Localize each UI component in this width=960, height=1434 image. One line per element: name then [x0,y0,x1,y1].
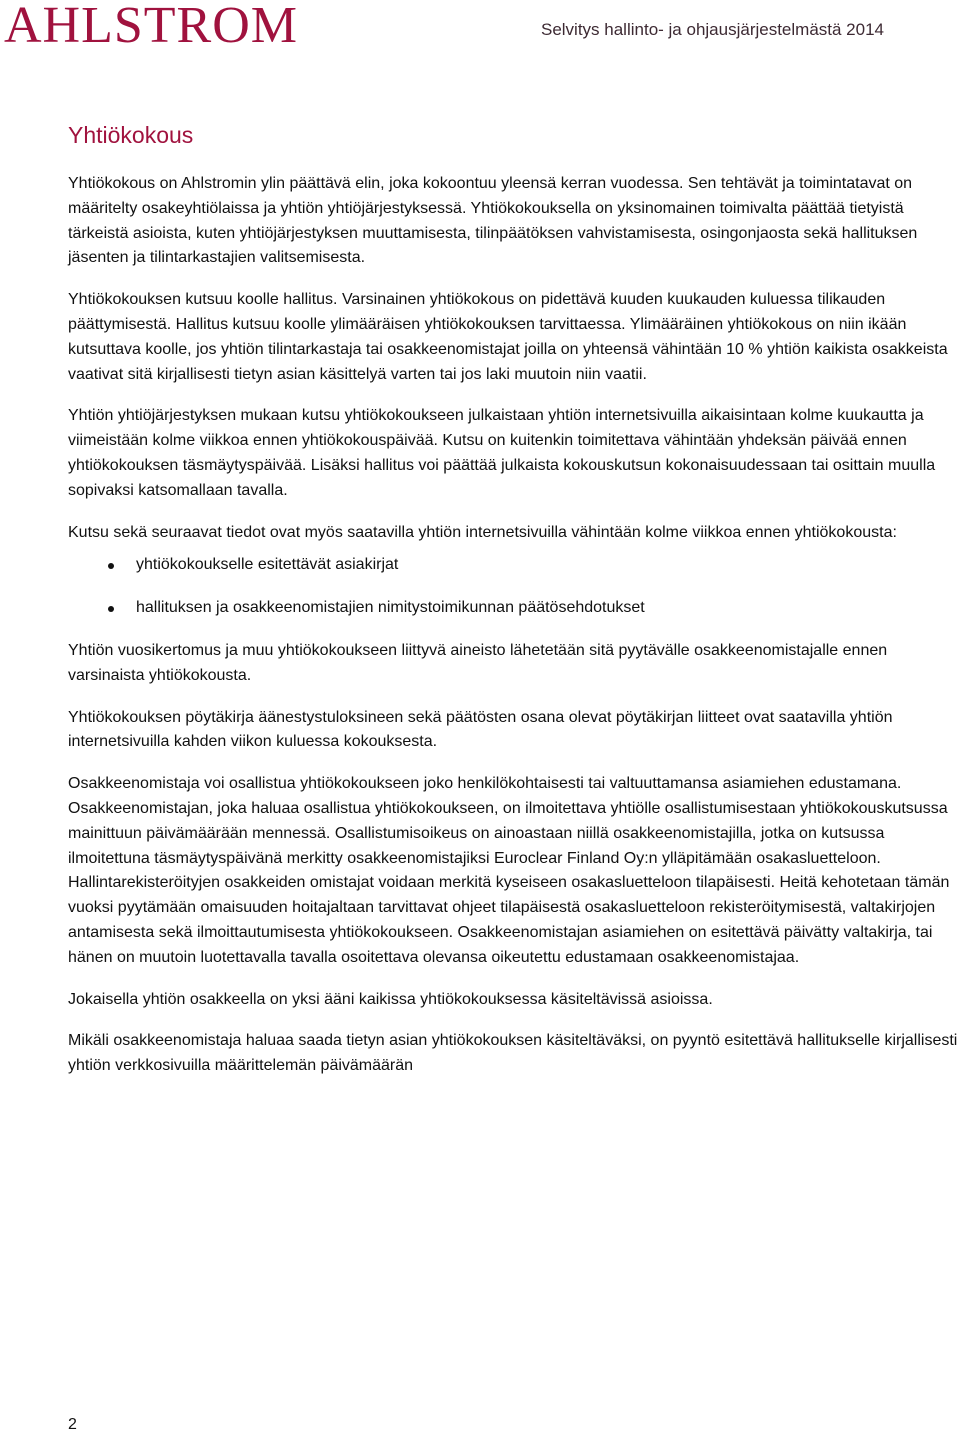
paragraph: Yhtiökokouksen kutsuu koolle hallitus. Varsinainen yhtiökokous on pidettävä kuuden kuukauden kuluessa tilikauden päättymisestä. Hallitus kutsuu koolle ylimääräisen yhtiökokouksen tarvittaessa. Ylimääräinen yhtiökokous on niin ikään kutsuttava koolle, jos yhtiön tilintarkastaja tai osakkeenomistajat joilla on yhteensä vähintään 10 % yhtiön kaikista osakkeista vaativat sitä kirjallisesti tietyn asian käsittelyä varten tai jos laki muutoin niin vaatii. [68,291,948,383]
paragraph: Kutsu sekä seuraavat tiedot ovat myös saatavilla yhtiön internetsivuilla vähintään kolme viikkoa ennen yhtiökokousta: [68,523,897,541]
paragraph: Jokaisella yhtiön osakkeella on yksi ääni kaikissa yhtiökokouksessa käsiteltävissä asioissa. [68,990,713,1008]
running-header: Selvitys hallinto- ja ohjausjärjestelmästä 2014 [540,20,884,39]
paragraph: Yhtiön yhtiöjärjestyksen mukaan kutsu yhtiökokoukseen julkaistaan yhtiön internetsivuilla aikaisintaan kolme kuukautta ja viimeistään kolme viikkoa ennen yhtiökokouspäivää. Kutsu on kuitenkin toimitettava vähintään yhdeksän päivää ennen yhtiökokouksen täsmäytyspäivää. Lisäksi hallitus voi päättää julkaista kokouskutsun kokonaisuudessaan tai osittain muulla sopivaksi katsomallaan tavalla. [68,407,936,499]
paragraph: Yhtiökokouksen pöytäkirja äänestystuloksineen sekä päätösten osana olevat pöytäkirjan liitteet ovat saatavilla yhtiön internetsivuilla kahden viikon kuluessa kokouksesta. [68,708,893,751]
page-number: 2 [68,1416,77,1433]
body-text [68,172,958,1096]
ahlstrom-logo [4,0,298,52]
paragraph: Yhtiön vuosikertomus ja muu yhtiökokoukseen liittyvä aineisto lähetetään sitä pyytävälle osakkeenomistajalle ennen varsinaista yhtiökokousta. [68,641,888,684]
paragraph: Mikäli osakkeenomistaja haluaa saada tietyn asian yhtiökokouksen käsiteltäväksi, on pyyntö esitettävä hallitukselle kirjallisesti yhtiön verkkosivuilla määrittelemän päivämäärän [68,1032,958,1075]
logo-text: AHLSTROM [4,0,299,54]
paragraph: Yhtiökokous on Ahlstromin ylin päättävä elin, joka kokoontuu yleensä kerran vuodessa. Sen tehtävät ja toimintatavat on määritelty osakeyhtiölaissa ja yhtiön yhtiöjärjestyksessä. Yhtiökokouksella on yksinomainen toimivalta päättää tietyistä tärkeistä asioista, kuten yhtiöjärjestyksen muuttamisesta, tilinpäätöksen vahvistamisesta, osingonjaosta sekä hallituksen jäsenten ja tilintarkastajien valitsemisesta. [68,175,918,267]
list-item-text: yhtiökokoukselle esitettävät asiakirjat [136,556,399,574]
list-item-text: hallituksen ja osakkeenomistajien nimitystoimikunnan päätösehdotukset [136,599,645,617]
list-item [68,596,958,621]
paragraph: Osakkeenomistaja voi osallistua yhtiökokoukseen joko henkilökohtaisesti tai valtuuttamansa asiamiehen edustamana. Osakkeenomistajan, joka haluaa osallistua yhtiökokoukseen, on ilmoitettava yhtiölle osallistumisestaan yhtiökokouskutsussa mainittuun päivämäärään mennessä. Osallistumisoikeus on ainoastaan niillä osakkeenomistajilla, jotka on kutsussa ilmoitettuna täsmäytyspäivänä merkitty osakkeenomistajiksi Euroclear Finland Oy:n ylläpitämään osakasluetteloon. Hallintarekisteröityjen osakkeiden omistajat voidaan merkitä kyseiseen osakasluetteloon tilapäisesti. Heitä kehotetaan tämän vuoksi pyytämään omaisuuden hoitajaltaan tarvittavat ohjeet tilapäisestä osakasluetteloon rekisteröitymisestä, valtakirjojen antamisesta sekä ilmoittautumisesta yhtiökokoukseen. Osakkeenomistajan asiamiehen on esitettävä päivätty valtakirja, tai hänen on muutoin luotettavalla tavalla osoitettava olevansa oikeutettu edustamaan osakkeenomistajaa. [68,775,950,966]
list-item [68,553,958,578]
bullet-icon [108,563,114,569]
bullet-icon [108,606,114,612]
section-heading: Yhtiökokous [68,122,194,148]
bullet-list [68,553,958,621]
